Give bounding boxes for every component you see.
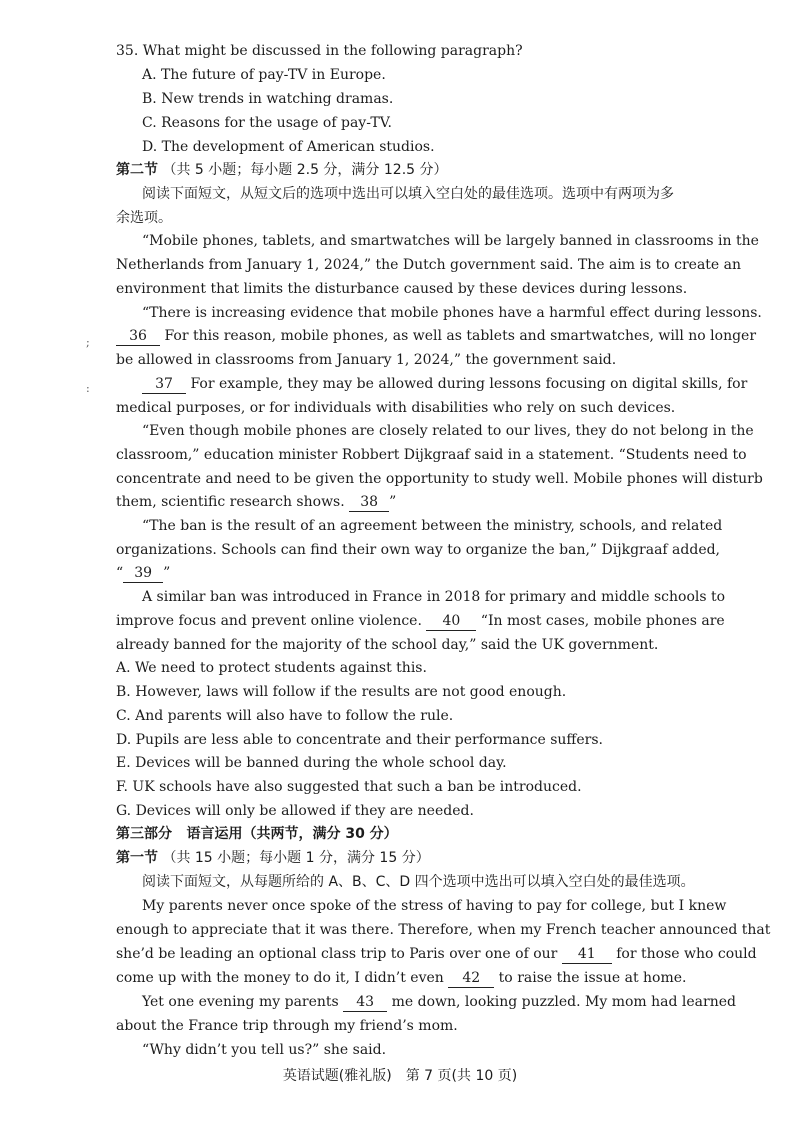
passage1-p2-line1: “There is increasing evidence that mobile phones have a harmful effect during lessons. (142, 305, 762, 321)
passage1-p3-line1-text: For example, they may be allowed during lessons focusing on digital skills, for (186, 376, 748, 392)
section2-header (116, 161, 448, 179)
passage1-p1-line2: Netherlands from January 1, 2024,” the Dutch government said. The aim is to create an (116, 257, 742, 273)
part3-title: 语言运用（共两节，满分 30 分） (186, 826, 398, 842)
margin-mark: ; (86, 336, 90, 349)
option-g: G. Devices will only be allowed if they are needed. (116, 803, 474, 819)
passage2-line4-text: come up with the money to do it, I didn’t even (116, 970, 449, 986)
passage1-p5-line3 (116, 564, 170, 583)
option-a: A. We need to protect students against this. (116, 660, 427, 676)
q35-option-c: C. Reasons for the usage of pay-TV. (142, 115, 392, 131)
q35-option-d: D. The development of American studios. (142, 139, 435, 155)
passage1-p4-line3: concentrate and need to be given the opportunity to study well. Mobile phones will disturb (116, 471, 763, 487)
section2-instruction-1: 阅读下面短文，从短文后的选项中选出可以填入空白处的最佳选项。选项中有两项为多 (142, 186, 674, 202)
passage2-line1: My parents never once spoke of the stress of having to pay for college, but I knew (142, 898, 727, 914)
passage1-p4-line4-text: them, scientific research shows. (116, 494, 350, 510)
passage2-line3 (116, 945, 757, 964)
blank-37: 37 (142, 375, 186, 394)
blank-41: 41 (562, 945, 612, 964)
section1-header (116, 849, 430, 867)
passage1-p4-line4 (116, 493, 396, 512)
option-d: D. Pupils are less able to concentrate and their performance suffers. (116, 732, 603, 748)
passage1-p3-line2: medical purposes, or for individuals with disabilities who rely on such devices. (116, 400, 676, 416)
section2-heading: 第二节 (116, 162, 158, 178)
passage2-line6: about the France trip through my friend’s mom. (116, 1018, 458, 1034)
passage1-p5-line3-close: ” (163, 565, 171, 581)
part3-header (116, 825, 398, 843)
passage1-p1-line3: environment that limits the disturbance caused by these devices during lessons. (116, 281, 688, 297)
blank-40: 40 (426, 612, 476, 631)
passage2-line3-text: she’d be leading an optional class trip to Paris over one of our (116, 946, 562, 962)
page-footer: 英语试题(雅礼版) 第 7 页(共 10 页) (282, 1068, 518, 1084)
passage1-p2-line3: be allowed in classrooms from January 1, 2024,” the government said. (116, 352, 617, 368)
option-f: F. UK schools have also suggested that such a ban be introduced. (116, 779, 582, 795)
passage1-p5-line1: “The ban is the result of an agreement between the ministry, schools, and related (142, 518, 723, 534)
passage1-p6-line3: already banned for the majority of the school day,” said the UK government. (116, 637, 659, 653)
q35-stem: 35. What might be discussed in the following paragraph? (116, 43, 523, 59)
section1-note: （共 15 小题；每小题 1 分，满分 15 分） (162, 850, 430, 866)
blank-38: 38 (349, 493, 389, 512)
q35-option-a: A. The future of pay-TV in Europe. (142, 67, 386, 83)
option-c: C. And parents will also have to follow the rule. (116, 708, 454, 724)
passage2-line2: enough to appreciate that it was there. Therefore, when my French teacher announced that (116, 922, 771, 938)
section1-heading: 第一节 (116, 850, 158, 866)
passage2-line5 (142, 993, 736, 1012)
passage1-p6-line2-text: improve focus and prevent online violence. (116, 613, 427, 629)
option-b: B. However, laws will follow if the results are not good enough. (116, 684, 567, 700)
passage1-p6-line2-tail: “In most cases, mobile phones are (476, 613, 725, 629)
passage2-line5-text: Yet one evening my parents (142, 994, 344, 1010)
passage2-line7: “Why didn’t you tell us?” she said. (142, 1042, 387, 1058)
blank-39: 39 (123, 564, 163, 583)
passage2-line4 (116, 969, 686, 988)
section1-instruction: 阅读下面短文，从每题所给的 A、B、C、D 四个选项中选出可以填入空白处的最佳选项。 (142, 874, 695, 890)
option-e: E. Devices will be banned during the whole school day. (116, 755, 507, 771)
passage2-line4-tail: to raise the issue at home. (494, 970, 687, 986)
margin-mark: : (86, 382, 90, 395)
passage1-p3-line1 (142, 375, 747, 394)
passage1-p2-line2-text: For this reason, mobile phones, as well as tablets and smartwatches, will no longer (160, 328, 757, 344)
passage1-p1-line1: “Mobile phones, tablets, and smartwatches will be largely banned in classrooms in the (142, 233, 759, 249)
q35-option-b: B. New trends in watching dramas. (142, 91, 394, 107)
blank-36: 36 (116, 327, 160, 346)
passage1-p5-line3-open: “ (116, 565, 124, 581)
passage2-line3-tail: for those who could (611, 946, 757, 962)
passage2-line5-tail: me down, looking puzzled. My mom had learned (387, 994, 736, 1010)
passage1-p4-line2: classroom,” education minister Robbert Dijkgraaf said in a statement. “Students need to (116, 447, 747, 463)
passage1-p5-line2: organizations. Schools can find their own way to organize the ban,” Dijkgraaf added, (116, 542, 721, 558)
passage1-p6-line1: A similar ban was introduced in France in 2018 for primary and middle schools to (142, 589, 726, 605)
passage1-p4-line1: “Even though mobile phones are closely related to our lives, they do not belong in the (142, 423, 754, 439)
passage1-p6-line2 (116, 612, 725, 631)
blank-43: 43 (343, 993, 387, 1012)
blank-42: 42 (448, 969, 494, 988)
passage1-p2-line2 (116, 327, 756, 346)
passage1-p4-line4-close: ” (389, 494, 397, 510)
part3-heading: 第三部分 (116, 826, 172, 842)
section2-instruction-2: 余选项。 (116, 210, 172, 226)
section2-note: （共 5 小题；每小题 2.5 分，满分 12.5 分） (162, 162, 448, 178)
